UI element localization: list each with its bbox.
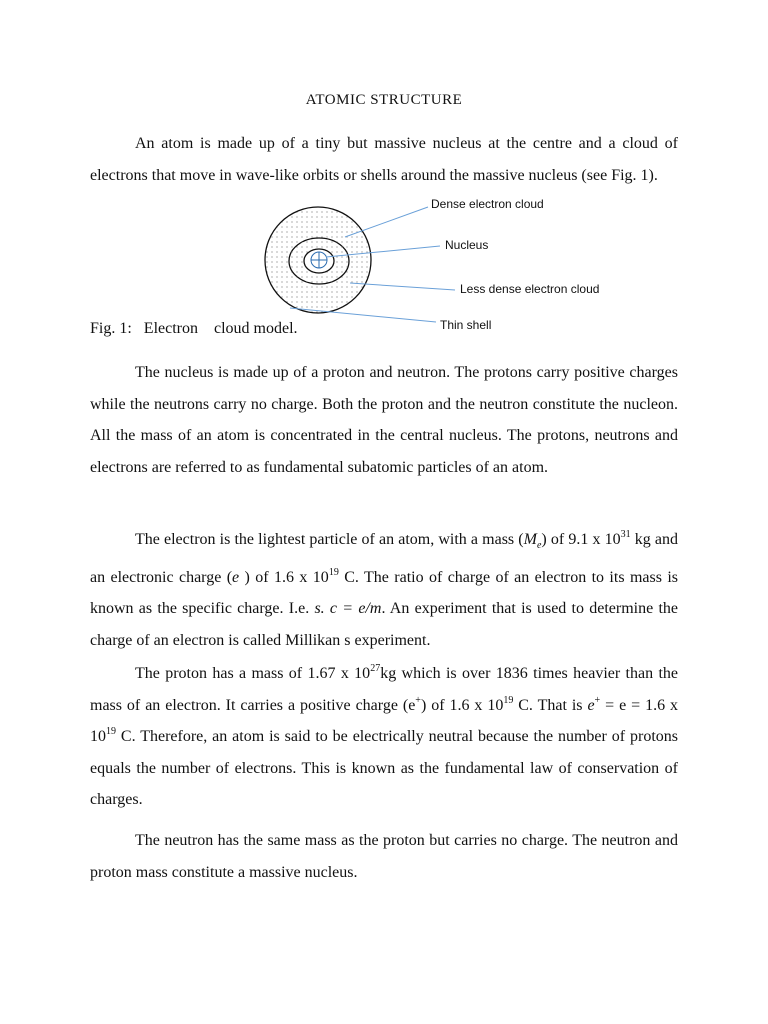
electron-exponent-2: 19 [328,566,339,578]
proton-text-b: kg which is over 1836 times heavier than the mass of an electron. It carries a positive charge (e [90,665,678,714]
leader-dense [345,207,428,237]
paragraph-intro-text: An atom is made up of a tiny but massive nucleus at the centre and a cloud of electrons that move in wave-like orbits or shells around the massive nucleus (see Fig. 1). [90,135,678,184]
paragraph-nucleus-text: The nucleus is made up of a proton and neutron. The protons carry positive charges while the neutrons carry no charge. Both the proton and the neutron constitute the nucleon. All the mass of an atom is concentrated in the central nucleus. The protons, neutrons and electrons are referred to as fundamental subatomic particles of an atom. [90,364,678,476]
proton-text-a: The proton has a mass of 1.67 x 10 [135,665,371,682]
mass-symbol [523,531,542,552]
proton-plus-sign: + [415,694,421,706]
electron-text-c: kg and an electronic charge ( [90,531,678,586]
label-thin-shell: Thin shell [440,318,492,332]
proton-text-d: C. That is [513,696,588,714]
paragraph-proton [90,658,678,816]
page-title: ATOMIC STRUCTURE [305,92,463,108]
electron-text-e: C. The ratio of charge of an electron to its mass is known as the specific charge. I.e. [90,568,679,618]
paragraph-neutron [90,825,678,888]
proton-text-f: C. Therefore, an atom is said to be electrically neutral because the number of protons equals the number of electrons. This is known as the fundamental law of conservation of charges. [90,728,678,808]
charge-symbol: e [232,568,240,586]
electron-exponent-1: 31 [620,529,631,540]
proton-exponent-1: 27 [370,663,381,674]
label-less-dense-cloud: Less dense electron cloud [460,282,600,296]
proton-plus-sign-2: + [594,694,601,706]
proton-text-c: ) of 1.6 x 10 [420,696,504,714]
electron-text-d: ) of 1.6 x 10 [239,568,329,586]
proton-text-e: = e = 1.6 x 10 [90,696,678,745]
paragraph-nucleus [90,357,678,483]
proton-charge-symbol: e [587,696,595,714]
proton-exponent-3: 19 [106,726,116,737]
electron-text-f: . An experiment that is used to determine the charge of an electron is called Millikan s experiment. [90,600,679,649]
proton-exponent-2: 19 [503,694,514,706]
leader-less-dense [350,283,455,290]
paragraph-neutron-text: The neutron has the same mass as the proton but carries no charge. The neutron and proton mass constitute a massive nucleus. [90,832,678,881]
electron-text-b: ) of 9.1 x 10 [541,531,621,548]
electron-text-a: The electron is the lightest particle of an atom, with a mass ( [135,531,524,548]
mass-symbol-letter: M [523,531,537,548]
mass-symbol-subscript: e [536,540,542,552]
electron-cloud-figure [0,0,768,360]
label-dense-cloud: Dense electron cloud [431,197,544,211]
paragraph-electron [90,524,678,656]
specific-charge-formula: s. c = e/m [314,600,382,618]
figure-caption: Fig. 1: Electron cloud model. [90,320,298,337]
label-nucleus: Nucleus [445,238,489,252]
leader-thin-shell [290,308,436,322]
